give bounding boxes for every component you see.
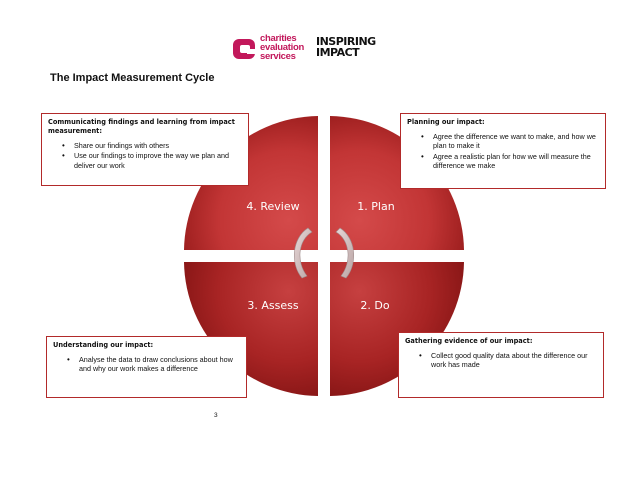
list-item: • Analyse the data to draw conclusions about how and why our work makes a difference — [67, 355, 240, 374]
assess-heading: Understanding our impact: — [53, 341, 154, 349]
do-info-box — [398, 332, 604, 398]
page-title: The Impact Measurement Cycle — [50, 72, 215, 84]
quadrant-label-review: 4. Review — [246, 200, 300, 213]
plan-heading: Planning our impact: — [407, 118, 485, 126]
review-heading: Communicating findings and learning from impact measurement: — [48, 118, 235, 135]
assess-info-box — [46, 336, 247, 398]
quadrant-label-do: 2. Do — [360, 299, 390, 312]
do-list — [405, 351, 597, 370]
list-item: • Agree the difference we want to make, and how we plan to make it — [421, 132, 599, 151]
list-item: • Collect good quality data about the difference our work has made — [419, 351, 597, 370]
plan-list — [407, 132, 599, 171]
inspiring-impact-logo: INSPIRING IMPACT — [316, 35, 376, 59]
quadrant-label-assess: 3. Assess — [247, 299, 299, 312]
page-number: 3 — [214, 412, 218, 419]
review-info-box — [41, 113, 249, 186]
assess-list — [53, 355, 240, 374]
do-heading: Gathering evidence of our impact: — [405, 337, 533, 345]
list-item: • Agree a realistic plan for how we will measure the difference we make — [421, 152, 599, 171]
plan-info-box — [400, 113, 606, 189]
list-item: • Use our findings to improve the way we plan and deliver our work — [62, 151, 242, 170]
ces-logo-text: charities evaluation services — [260, 33, 304, 62]
list-item: • Share our findings with others — [62, 141, 242, 150]
quadrant-label-plan: 1. Plan — [357, 200, 395, 213]
review-list — [48, 141, 242, 170]
